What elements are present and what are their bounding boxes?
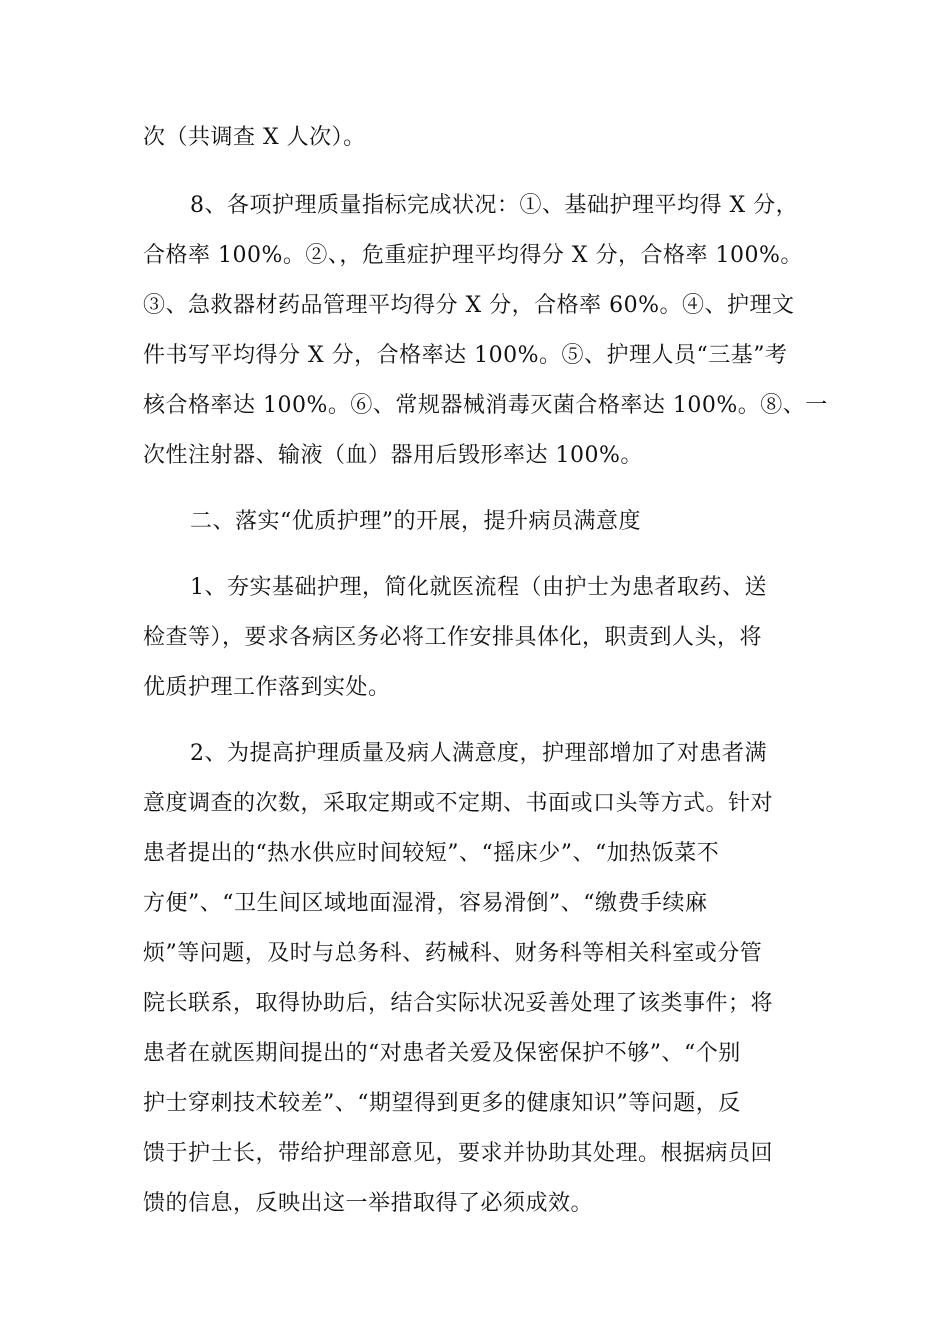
text-line: 优质护理工作落到实处。 <box>143 675 391 700</box>
text-line: 馈于护士长，带给护理部意见，要求并协助其处理。根据病员回 <box>143 1141 774 1166</box>
text-line: 检查等），要求各病区务必将工作安排具体化，职责到人头，将 <box>143 625 763 650</box>
text-line: 核合格率达 100%。⑥、常规器械消毒灭菌合格率达 100%。⑧、一 <box>143 393 828 418</box>
text-line: 合格率 100%。②、，危重症护理平均得分 X 分，合格率 100%。 <box>143 243 803 268</box>
text-line: 馈的信息，反映出这一举措取得了必须成效。 <box>143 1191 594 1216</box>
text-line: 院长联系，取得协助后，结合实际状况妥善处理了该类事件；将 <box>143 991 774 1016</box>
text-line: 2、为提高护理质量及病人满意度，护理部增加了对患者满 <box>190 741 767 766</box>
text-line: 次性注射器、输液（血）器用后毁形率达 100%。 <box>143 443 643 468</box>
text-line: 8、各项护理质量指标完成状况：①、基础护理平均得 X 分， <box>190 193 799 218</box>
text-line: 次（共调查 X 人次）。 <box>143 125 366 150</box>
text-line: 患者提出的“热水供应时间较短”、“摇床少”、“加热饭菜不 <box>143 841 720 866</box>
text-line: 患者在就医期间提出的“对患者关爱及保密保护不够”、“个别 <box>143 1041 741 1066</box>
text-line: 1、夯实基础护理，简化就医流程（由护士为患者取药、送 <box>190 575 767 600</box>
text-line: 护士穿刺技术较差”、“期望得到更多的健康知识”等问题，反 <box>143 1091 741 1116</box>
text-line: 烦”等问题，及时与总务科、药械科、财务科等相关科室或分管 <box>143 941 763 966</box>
text-line: 意度调查的次数，采取定期或不定期、书面或口头等方式。针对 <box>143 791 774 816</box>
text-line: 方便”、“卫生间区域地面湿滑，容易滑倒”、“缴费手续麻 <box>143 891 708 916</box>
text-line: 件书写平均得分 X 分，合格率达 100%。⑤、护理人员“三基”考 <box>143 343 788 368</box>
text-line: ③、急救器材药品管理平均得分 X 分，合格率 60%。④、护理文 <box>143 293 795 318</box>
section-heading: 二、落实“优质护理”的开展，提升病员满意度 <box>190 509 641 534</box>
